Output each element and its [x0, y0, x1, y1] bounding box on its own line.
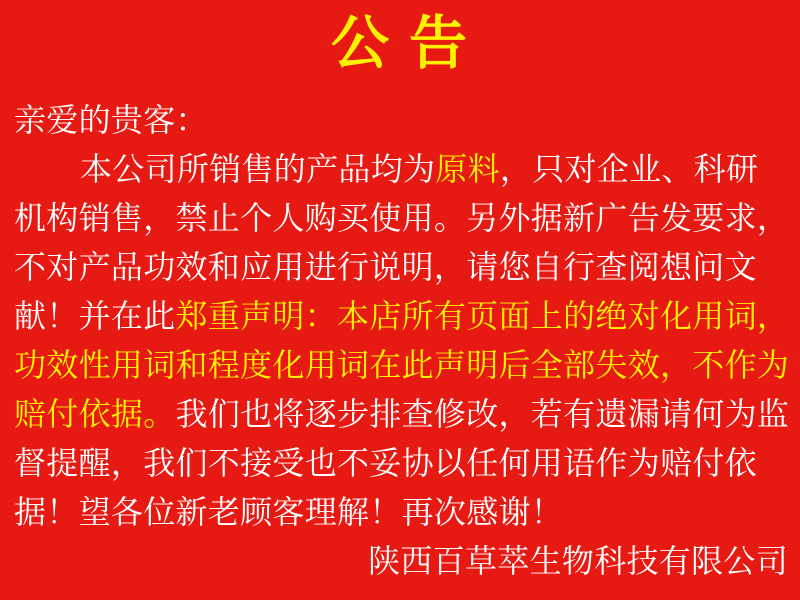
body-line-6: [14, 390, 788, 439]
text-segment: 献！并在此: [14, 298, 176, 334]
announcement-body: [14, 96, 788, 586]
body-line-8: [14, 488, 788, 537]
company-signature: [14, 537, 788, 586]
greeting-line: [14, 96, 788, 145]
body-line-7: [14, 439, 788, 488]
text-segment: 郑重声明：本店所有页面上的绝对化用词，: [175, 298, 790, 334]
text-segment: 督提醒，我们不接受也不妥协以任何用语作为赔付依: [14, 445, 757, 481]
text-segment: 原料: [435, 151, 500, 187]
text-segment: 亲爱的贵客：: [14, 102, 208, 138]
text-segment: 我们也将逐步排查修改，若有遗漏请何为监: [175, 396, 790, 432]
text-segment: 陕西百草萃生物科技有限公司: [368, 543, 788, 579]
text-segment: 本公司所销售的产品均为: [80, 151, 436, 187]
body-line-4: [14, 292, 788, 341]
body-line-1: [14, 145, 788, 194]
text-segment: 机构销售，禁止个人购买使用。另外据新广告发要求，: [14, 200, 790, 236]
announcement-title: 公 告: [330, 11, 470, 76]
text-segment: 据！望各位新老顾客理解！再次感谢！: [14, 494, 564, 530]
text-segment: 赔付依据。: [14, 396, 176, 432]
body-line-3: [14, 243, 788, 292]
body-line-5: [14, 341, 788, 390]
text-segment: 不对产品功效和应用进行说明，请您自行查阅想问文: [14, 249, 757, 285]
text-segment: ，只对企业、科研: [499, 151, 759, 187]
body-line-2: [14, 194, 788, 243]
text-segment: 功效性用词和程度化用词在此声明后全部失效，不作为: [14, 347, 790, 383]
